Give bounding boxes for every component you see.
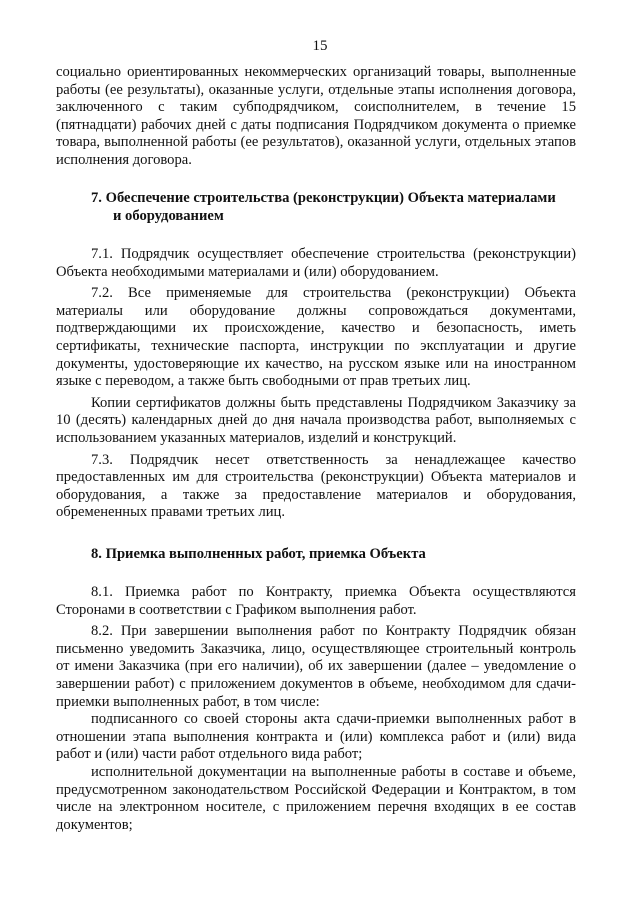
section-7-heading-line-1: 7. Обеспечение строительства (реконструкции) Объекта материалами — [91, 190, 556, 206]
section-7-heading-line-2: и оборудованием — [113, 208, 224, 224]
paragraph-7-2: 7.2. Все применяемые для строительства (реконструкции) Объекта материалы или оборудование должны сопровождаться документами, подтверждающими их происхождение, качество и безопасность, иметь сертификаты, технические паспорта, инструкции по эксплуатации и другие документы, удостоверяющие их качество, на русском языке или на иностранном языке с переводом, а также быть свободными от прав третьих лиц. — [56, 285, 576, 390]
paragraph-7-3: 7.3. Подрядчик несет ответственность за ненадлежащее качество предоставленных им для строительства (реконструкции) Объекта материалов и оборудования, а также за предоставление материалов и оборудования, обремененных правами третьих лиц. — [56, 451, 576, 521]
section-7-body — [56, 246, 576, 522]
paragraph-8-2: 8.2. При завершении выполнения работ по Контракту Подрядчик обязан письменно уведомить Заказчика, лицо, осуществляющее строительный контроль от имени Заказчика (при его наличии), об их завершении (далее – уведомление о завершении работ) с приложением документов в объеме, необходимом для сдачи-приемки выполненных работ, в том числе: — [56, 623, 576, 710]
section-8-body — [56, 584, 576, 834]
paragraph-7-1: 7.1. Подрядчик осуществляет обеспечение строительства (реконструкции) Объекта необходимыми материалами и (или) оборудованием. — [56, 246, 576, 280]
intro-paragraph: социально ориентированных некоммерческих организаций товары, выполненные работы (ее результаты), оказанные услуги, отдельные этапы исполнения договора, заключенного с таким субподрядчиком, соисполнителем, в течение 15 (пятнадцати) рабочих дней с даты подписания Подрядчиком документа о приемке товара, выполненной работы (ее результатов), оказанной услуги, отдельных этапов исполнения договора. — [56, 64, 576, 168]
paragraph-8-1: 8.1. Приемка работ по Контракту, приемка Объекта осуществляются Сторонами в соответствии с Графиком выполнения работ. — [56, 584, 576, 618]
intro-paragraph-block — [56, 64, 576, 170]
paragraph-7-2-copies: Копии сертификатов должны быть представлены Подрядчиком Заказчику за 10 (десять) календарных дней до дня начала производства работ, выполняемых с использованием указанных материалов, изделий и конструкций. — [56, 394, 576, 446]
page-number: 15 — [312, 38, 328, 54]
section-8-heading: 8. Приемка выполненных работ, приемка Объекта — [91, 546, 426, 562]
paragraph-8-2-item-act: подписанного со своей стороны акта сдачи-приемки выполненных работ в отношении этапа выполнения контракта и (или) комплекса работ и (или) вида работ и (или) части работ отдельного вида работ; — [56, 711, 576, 763]
paragraph-8-2-item-docs: исполнительной документации на выполненные работы в составе и объеме, предусмотренном законодательством Российской Федерации и Контрактом, в том числе на электронном носителе, с приложением перечня входящих в ее состав документов; — [56, 763, 576, 833]
